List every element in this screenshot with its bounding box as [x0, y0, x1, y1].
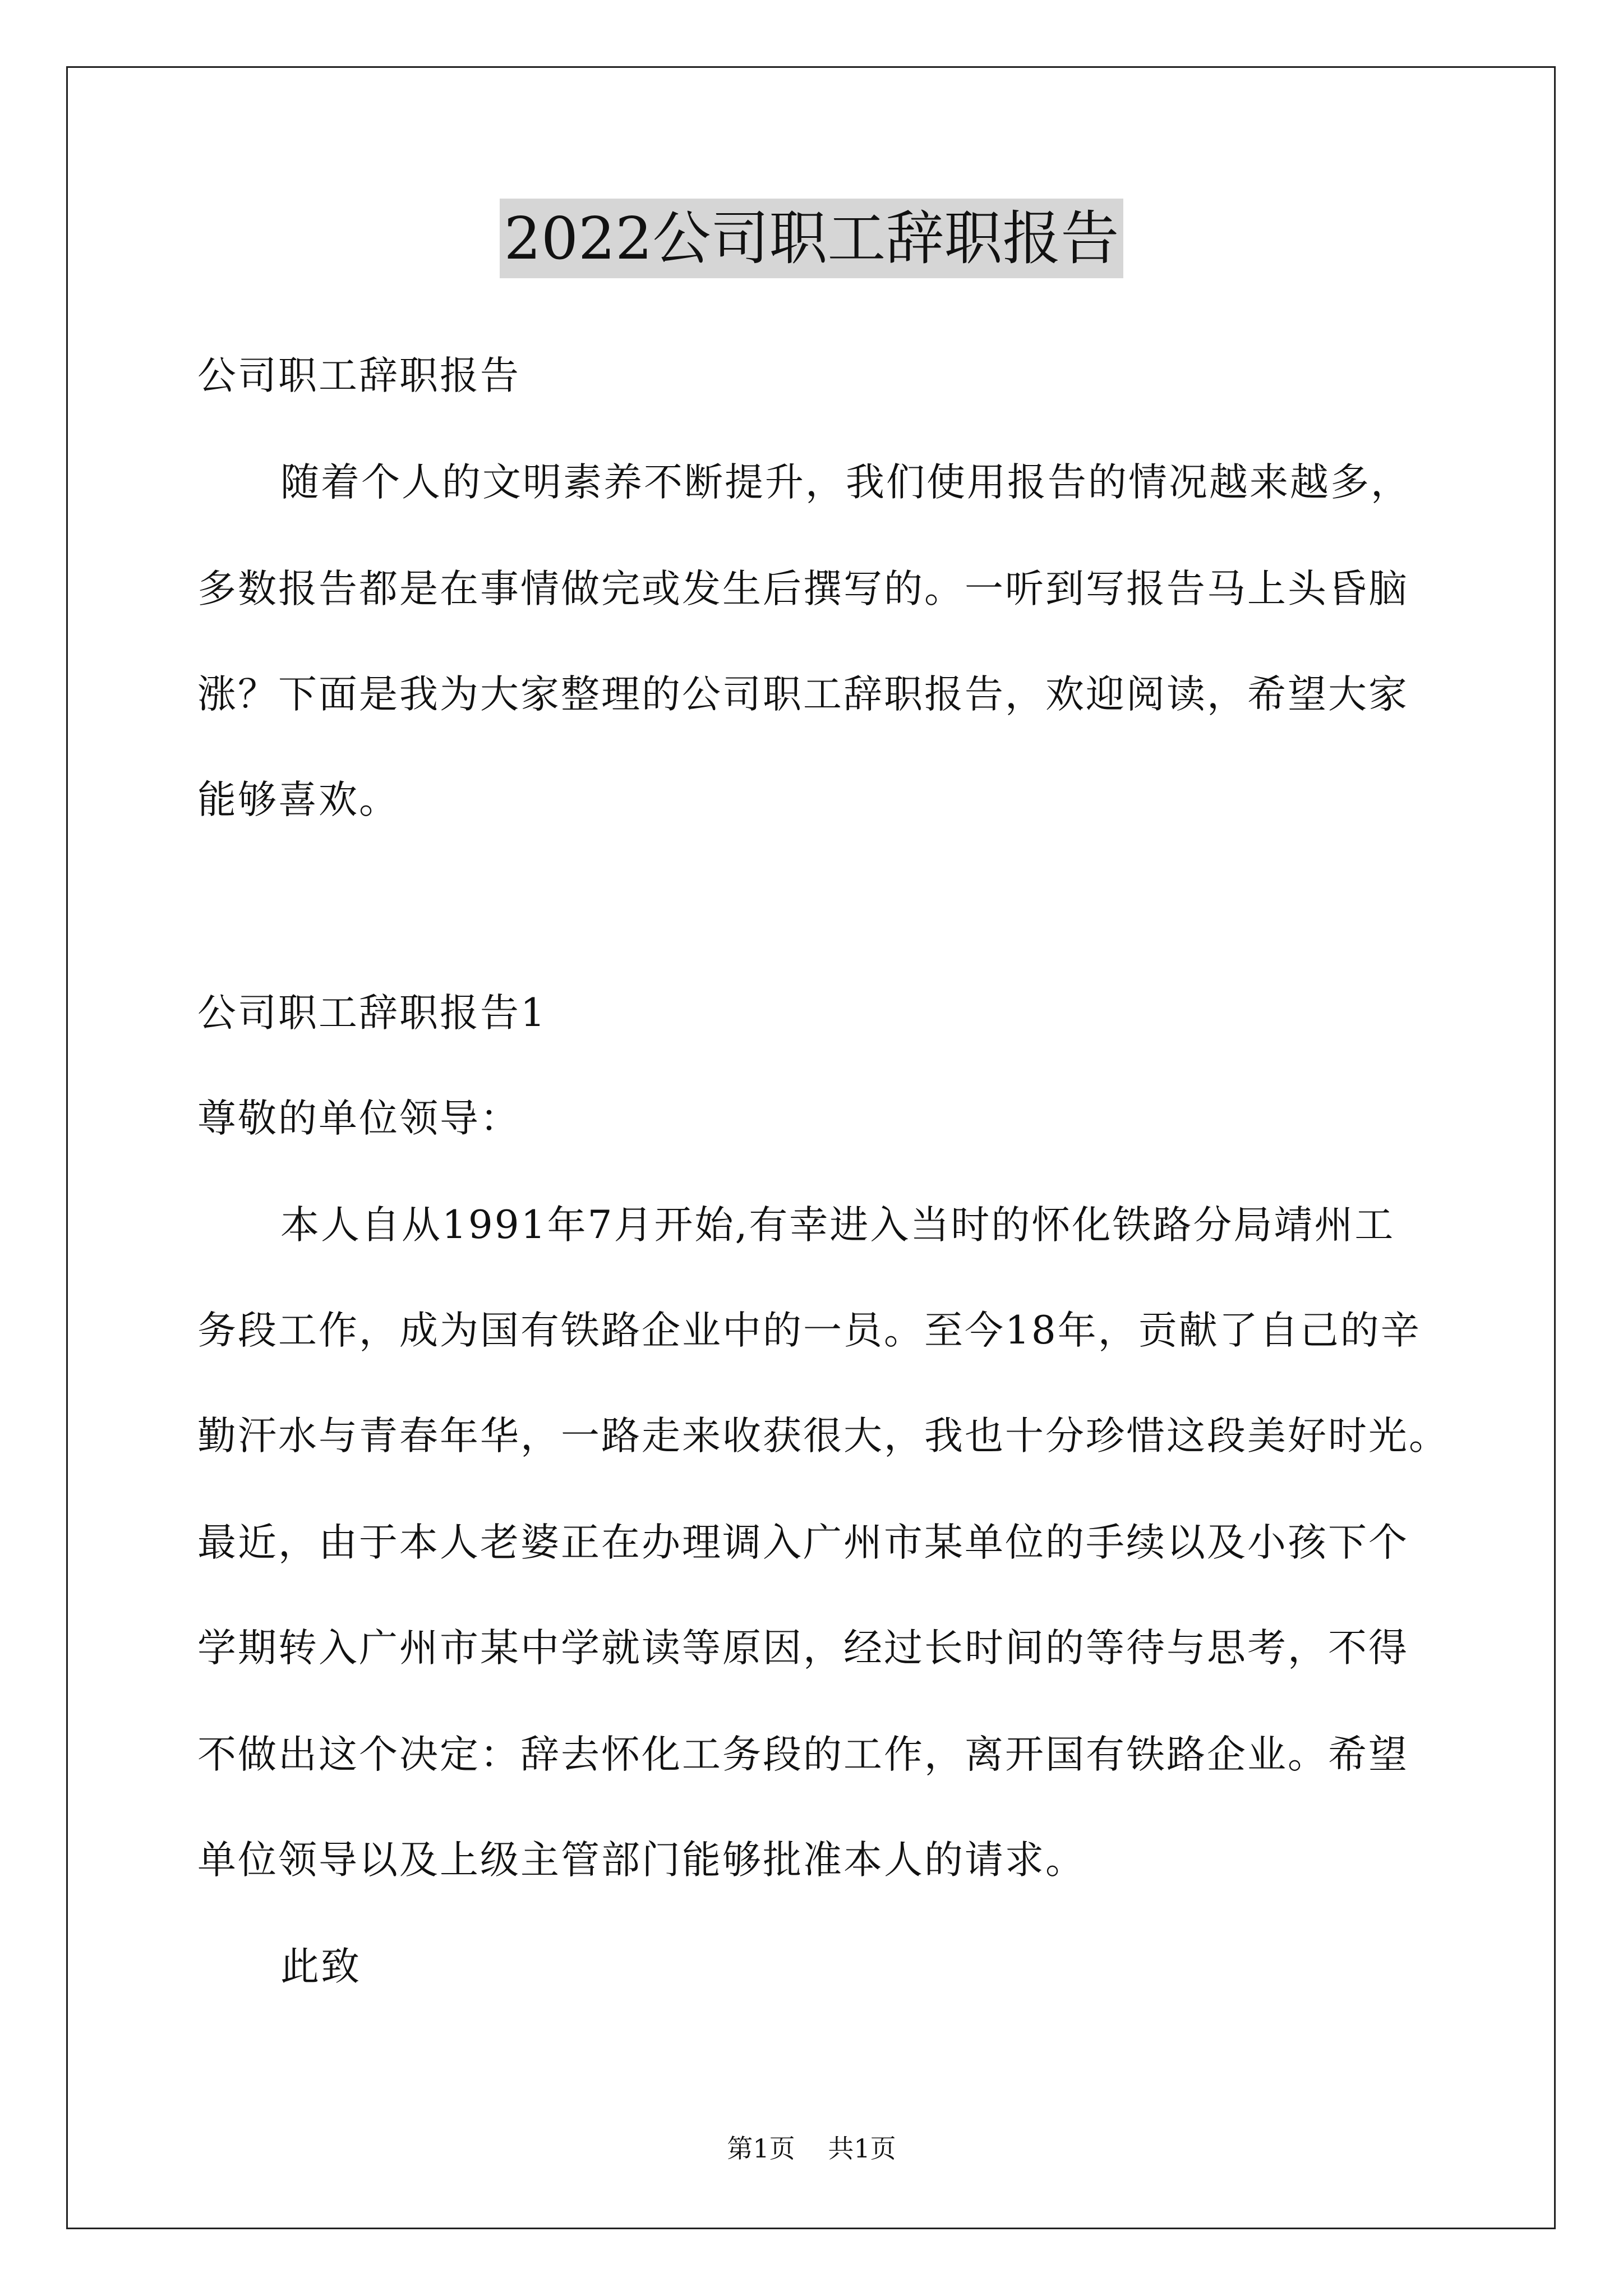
title-container — [0, 199, 1623, 278]
page-number: 第1页 — [727, 2133, 795, 2164]
paragraph-line: 能够喜欢。 — [197, 777, 399, 822]
paragraph-line: 最近，由于本人老婆正在办理调入广州市某单位的手续以及小孩下个 — [197, 1520, 1409, 1565]
salutation: 尊敬的单位领导： — [197, 1096, 520, 1141]
paragraph-line: 勤汗水与青春年华，一路走来收获很大，我也十分珍惜这段美好时光。 — [197, 1414, 1449, 1458]
closing-line: 此致 — [280, 1944, 361, 1989]
paragraph-line: 不做出这个决定：辞去怀化工务段的工作，离开国有铁路企业。希望 — [197, 1732, 1409, 1777]
page-footer — [0, 2132, 1623, 2165]
subtitle-line: 公司职工辞职报告 — [197, 353, 520, 398]
page-total: 共1页 — [828, 2133, 896, 2164]
paragraph-line: 随着个人的文明素养不断提升，我们使用报告的情况越来越多， — [280, 460, 1411, 505]
paragraph-line: 单位领导以及上级主管部门能够批准本人的请求。 — [197, 1838, 1086, 1883]
paragraph-line: 学期转入广州市某中学就读等原因，经过长时间的等待与思考，不得 — [197, 1626, 1409, 1671]
document-title: 2022公司职工辞职报告 — [500, 199, 1124, 278]
paragraph-line: 多数报告都是在事情做完或发生后撰写的。一听到写报告马上头昏脑 — [197, 567, 1409, 611]
paragraph-line: 务段工作，成为国有铁路企业中的一员。至今18年，贡献了自己的辛 — [197, 1308, 1421, 1353]
paragraph-line: 涨？下面是我为大家整理的公司职工辞职报告，欢迎阅读，希望大家 — [197, 672, 1409, 717]
section-heading: 公司职工辞职报告1 — [197, 991, 547, 1036]
paragraph-line: 本人自从1991年7月开始,有幸进入当时的怀化铁路分局靖州工 — [280, 1203, 1395, 1248]
